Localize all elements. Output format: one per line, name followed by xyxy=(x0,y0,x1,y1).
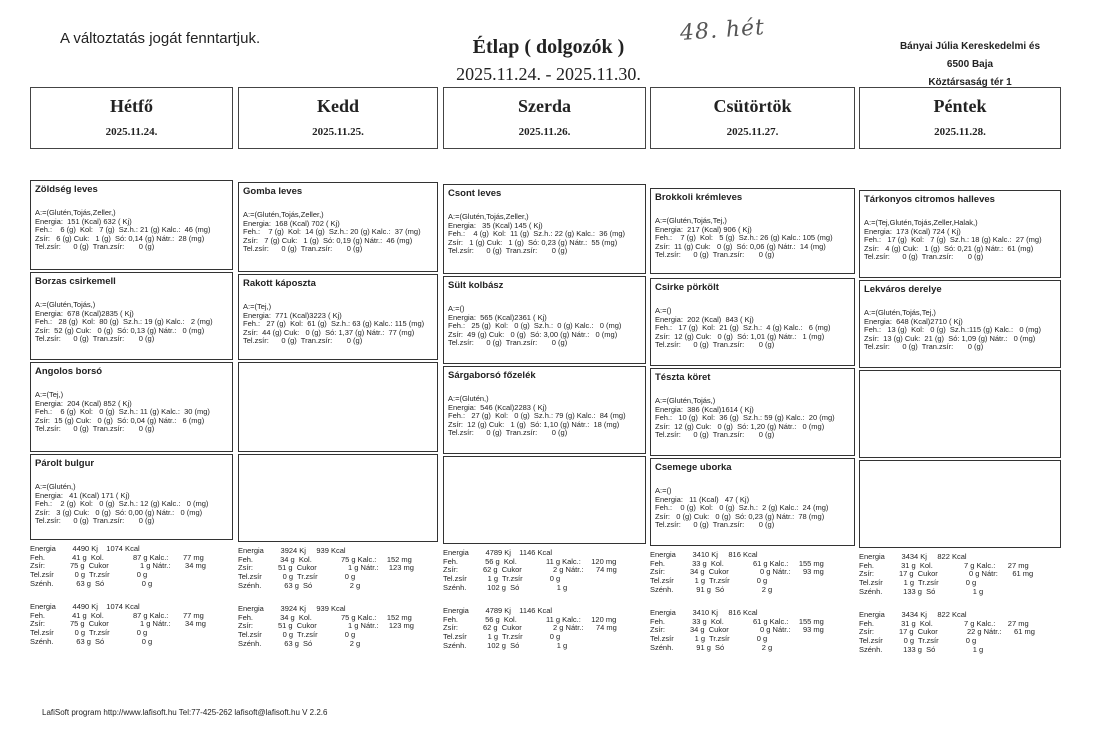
meal-allergens: A:=(Tej,Glutén,Tojás,Zeller,Halak,) xyxy=(864,218,978,227)
meal-name: Rakott káposzta xyxy=(243,278,316,289)
total-line: Energia 3924 Kj 939 Kcal xyxy=(238,604,346,613)
total-line: Szénh. 133 g Só 1 g xyxy=(859,586,984,596)
meal-name: Lekváros derelye xyxy=(864,284,942,295)
nutrition-line: Energia: 771 (Kcal)3223 ( Kj) xyxy=(243,310,342,320)
total-line: Szénh. 102 g Só 1 g xyxy=(443,640,568,650)
nutrition-line: Tel.zsír: 0 (g) Tran.zsír: 0 (g) xyxy=(243,244,363,254)
meal-name: Párolt bulgur xyxy=(35,458,95,469)
meal-allergens: A:=(Glutén,Tojás,Zeller,) xyxy=(243,210,324,219)
nutrition-line: Tel.zsír: 0 (g) Tran.zsír: 0 (g) xyxy=(448,338,568,348)
total-line: Zsír: 75 g Cukor 1 g Nátr.: 34 mg xyxy=(30,561,206,571)
meal-card xyxy=(30,180,233,270)
company-address: Köztársaság tér 1 xyxy=(928,77,1012,88)
company-name: Bányai Júlia Kereskedelmi és xyxy=(899,41,1041,52)
nutrition-line: Feh.: 27 (g) Kol: 61 (g) Sz.h.: 63 (g) Kalc.: 115 (mg) xyxy=(243,319,425,329)
total-line: Feh. 41 g Kol. 87 g Kalc.: 77 mg xyxy=(30,610,204,620)
nutrition-line: Energia: 202 (Kcal) 843 ( Kj) xyxy=(655,314,754,324)
company-city: 6500 Baja xyxy=(946,59,994,70)
nutrition-line: Zsír: 13 (g) Cuk: 21 (g) Só: 1,09 (g) Nátr.: 0 (mg) xyxy=(864,333,1036,343)
total-line: Feh. 33 g Kol. 61 g Kalc.: 155 mg xyxy=(650,558,824,568)
total-line: Energia 3434 Kj 822 Kcal xyxy=(859,610,967,619)
nutrition-line: Feh.: 27 (g) Kol: 0 (g) Sz.h.: 79 (g) Kalc.: 84 (mg) xyxy=(448,411,626,421)
total-line: Szénh. 102 g Só 1 g xyxy=(443,582,568,592)
day-name: Csütörtök xyxy=(713,96,792,116)
disclaimer-note: A változtatás jogát fenntartjuk. xyxy=(60,30,261,47)
daily-total xyxy=(238,547,438,591)
day-header-wednesday xyxy=(443,87,646,149)
meal-card xyxy=(650,458,855,546)
nutrition-line: Tel.zsír: 0 (g) Tran.zsír: 0 (g) xyxy=(448,428,568,438)
meal-allergens: A:=(Tej,) xyxy=(243,302,272,311)
nutrition-line: Tel.zsír: 0 (g) Tran.zsír: 0 (g) xyxy=(655,520,775,530)
empty-meal-slot xyxy=(238,362,438,452)
nutrition-line: Feh.: 10 (g) Kol: 36 (g) Sz.h.: 59 (g) Kalc.: 20 (mg) xyxy=(655,413,835,423)
day-name: Péntek xyxy=(933,96,987,116)
meal-name: Csemege uborka xyxy=(655,462,732,473)
total-line: Feh. 56 g Kol. 11 g Kalc.: 120 mg xyxy=(443,614,617,624)
meal-allergens: A:=(Glutén,Tojás,Zeller,) xyxy=(448,212,529,221)
nutrition-line: Tel.zsír: 0 (g) Tran.zsír: 0 (g) xyxy=(864,342,984,352)
day-date: 2025.11.24. xyxy=(105,126,158,138)
empty-meal-slot xyxy=(238,454,438,542)
nutrition-line: Zsír: 52 (g) Cuk: 0 (g) Só: 0,13 (g) Nátr.: 0 (mg) xyxy=(35,325,205,335)
nutrition-line: Energia: 151 (Kcal) 632 ( Kj) xyxy=(35,216,132,226)
nutrition-line: Energia: 173 (Kcal) 724 ( Kj) xyxy=(864,226,961,236)
total-line: Tel.zsír 0 g Tr.zsír 0 g xyxy=(238,630,356,640)
nutrition-line: Tel.zsír: 0 (g) Tran.zsír: 0 (g) xyxy=(35,242,155,252)
nutrition-line: Tel.zsír: 0 (g) Tran.zsír: 0 (g) xyxy=(35,424,155,434)
total-line: Energia 3410 Kj 816 Kcal xyxy=(650,550,758,559)
total-line: Energia 4789 Kj 1146 Kcal xyxy=(443,606,553,615)
total-line: Energia 4789 Kj 1146 Kcal xyxy=(443,548,553,557)
meal-allergens: A:=(Glutén,Tojás,Zeller,) xyxy=(35,208,116,217)
total-line: Szénh. 63 g Só 0 g xyxy=(30,578,153,588)
nutrition-line: Tel.zsír: 0 (g) Tran.zsír: 0 (g) xyxy=(35,516,155,526)
total-line: Tel.zsír 1 g Tr.zsír 0 g xyxy=(859,578,977,588)
meal-name: Angolos borsó xyxy=(35,366,103,377)
nutrition-line: Feh.: 17 (g) Kol: 21 (g) Sz.h.: 4 (g) Kalc.: 6 (mg) xyxy=(655,323,831,333)
total-line: Zsír: 62 g Cukor 2 g Nátr.: 74 mg xyxy=(443,623,617,633)
daily-total xyxy=(238,605,438,649)
meal-allergens: A:=(Glutén,Tojás,) xyxy=(35,300,96,309)
day-header-friday xyxy=(859,87,1061,149)
nutrition-line: Tel.zsír: 0 (g) Tran.zsír: 0 (g) xyxy=(35,334,155,344)
total-line: Zsír: 75 g Cukor 1 g Nátr.: 34 mg xyxy=(30,619,206,629)
nutrition-line: Tel.zsír: 0 (g) Tran.zsír: 0 (g) xyxy=(448,246,568,256)
total-line: Szénh. 91 g Só 2 g xyxy=(650,642,773,652)
total-line: Szénh. 133 g Só 1 g xyxy=(859,644,984,654)
total-line: Tel.zsír 1 g Tr.zsír 0 g xyxy=(650,634,768,644)
total-line: Szénh. 63 g Só 0 g xyxy=(30,636,153,646)
meal-card xyxy=(650,188,855,274)
empty-meal-slot xyxy=(859,370,1061,458)
total-line: Energia 4490 Kj 1074 Kcal xyxy=(30,544,140,553)
meal-name: Tészta köret xyxy=(655,372,711,383)
total-line: Zsír: 17 g Cukor 22 g Nátr.: 61 mg xyxy=(859,627,1035,637)
nutrition-line: Feh.: 28 (g) Kol: 80 (g) Sz.h.: 19 (g) Kalc.: 2 (mg) xyxy=(35,317,213,327)
nutrition-line: Energia: 11 (Kcal) 47 ( Kj) xyxy=(655,494,750,504)
meal-allergens: A:=(Glutén,) xyxy=(35,482,76,491)
total-line: Szénh. 63 g Só 2 g xyxy=(238,638,361,648)
software-footer: LafiSoft program http://www.lafisoft.hu Tel:77-425-262 lafisoft@lafisoft.hu V 2.2.6 xyxy=(42,708,328,717)
total-line: Zsír: 51 g Cukor 1 g Nátr.: 123 mg xyxy=(238,563,414,573)
meal-allergens: A:=(Glutén,Tojás,Tej,) xyxy=(655,216,727,225)
total-line: Szénh. 91 g Só 2 g xyxy=(650,584,773,594)
nutrition-line: Zsír: 0 (g) Cuk: 0 (g) Só: 0,23 (g) Nátr.: 78 (mg) xyxy=(655,511,825,521)
nutrition-line: Feh.: 6 (g) Kol: 0 (g) Sz.h.: 11 (g) Kalc.: 30 (mg) xyxy=(35,407,210,417)
daily-total xyxy=(443,549,643,593)
nutrition-line: Energia: 204 (Kcal) 852 ( Kj) xyxy=(35,398,132,408)
date-range: 2025.11.24. - 2025.11.30. xyxy=(456,64,641,84)
day-header-monday xyxy=(30,87,233,149)
nutrition-line: Energia: 168 (Kcal) 702 ( Kj) xyxy=(243,218,340,228)
total-line: Energia 3924 Kj 939 Kcal xyxy=(238,546,346,555)
meal-card xyxy=(30,362,233,452)
nutrition-line: Zsír: 7 (g) Cuk: 1 (g) Só: 0,19 (g) Nátr.: 46 (mg) xyxy=(243,235,413,245)
nutrition-line: Zsír: 4 (g) Cuk: 1 (g) Só: 0,21 (g) Nátr.: 61 (mg) xyxy=(864,243,1034,253)
total-line: Feh. 41 g Kol. 87 g Kalc.: 77 mg xyxy=(30,552,204,562)
nutrition-line: Tel.zsír: 0 (g) Tran.zsír: 0 (g) xyxy=(655,430,775,440)
nutrition-line: Zsír: 15 (g) Cuk: 0 (g) Só: 0,04 (g) Nátr.: 6 (mg) xyxy=(35,415,205,425)
meal-allergens: A:=() xyxy=(655,306,672,315)
total-line: Zsír: 34 g Cukor 0 g Nátr.: 93 mg xyxy=(650,625,824,635)
meal-name: Zöldség leves xyxy=(35,184,98,195)
nutrition-line: Feh.: 2 (g) Kol: 0 (g) Sz.h.: 12 (g) Kalc.: 0 (mg) xyxy=(35,499,209,509)
total-line: Tel.zsír 1 g Tr.zsír 0 g xyxy=(443,632,561,642)
daily-total xyxy=(30,603,230,647)
total-line: Zsír: 51 g Cukor 1 g Nátr.: 123 mg xyxy=(238,621,414,631)
total-line: Tel.zsír 0 g Tr.zsír 0 g xyxy=(30,570,148,580)
nutrition-line: Feh.: 17 (g) Kol: 7 (g) Sz.h.: 18 (g) Kalc.: 27 (mg) xyxy=(864,235,1042,245)
daily-total xyxy=(30,545,230,589)
nutrition-line: Energia: 546 (Kcal)2283 ( Kj) xyxy=(448,402,547,412)
nutrition-line: Feh.: 7 (g) Kol: 5 (g) Sz.h.: 26 (g) Kalc.: 105 (mg) xyxy=(655,233,833,243)
nutrition-line: Tel.zsír: 0 (g) Tran.zsír: 0 (g) xyxy=(655,340,775,350)
nutrition-line: Feh.: 13 (g) Kol: 0 (g) Sz.h.:115 (g) Kalc.: 0 (mg) xyxy=(864,325,1042,335)
total-line: Tel.zsír 1 g Tr.zsír 0 g xyxy=(650,576,768,586)
day-header-thursday xyxy=(650,87,855,149)
meal-card xyxy=(238,274,438,360)
meal-card xyxy=(650,368,855,456)
nutrition-line: Feh.: 6 (g) Kol: 7 (g) Sz.h.: 21 (g) Kalc.: 46 (mg) xyxy=(35,225,211,235)
total-line: Energia 4490 Kj 1074 Kcal xyxy=(30,602,140,611)
day-date: 2025.11.26. xyxy=(518,126,571,138)
day-name: Szerda xyxy=(518,96,571,116)
nutrition-line: Feh.: 7 (g) Kol: 14 (g) Sz.h.: 20 (g) Kalc.: 37 (mg) xyxy=(243,227,421,237)
meal-card xyxy=(443,366,646,454)
total-line: Feh. 31 g Kol. 7 g Kalc.: 27 mg xyxy=(859,560,1029,570)
meal-card xyxy=(238,182,438,272)
daily-total xyxy=(443,607,643,651)
nutrition-line: Energia: 565 (Kcal)2361 ( Kj) xyxy=(448,312,547,322)
page-title: Étlap ( dolgozók ) xyxy=(472,36,625,58)
nutrition-line: Zsír: 12 (g) Cuk: 1 (g) Só: 1,10 (g) Nátr.: 18 (mg) xyxy=(448,419,620,429)
daily-total xyxy=(650,609,850,653)
total-line: Szénh. 63 g Só 2 g xyxy=(238,580,361,590)
meal-allergens: A:=() xyxy=(448,304,465,313)
total-line: Tel.zsír 1 g Tr.zsír 0 g xyxy=(443,574,561,584)
nutrition-line: Feh.: 0 (g) Kol: 0 (g) Sz.h.: 2 (g) Kalc.: 24 (mg) xyxy=(655,503,829,513)
nutrition-line: Zsír: 1 (g) Cuk: 1 (g) Só: 0,23 (g) Nátr.: 55 (mg) xyxy=(448,237,618,247)
day-date: 2025.11.27. xyxy=(726,126,779,138)
meal-card xyxy=(443,184,646,274)
meal-card xyxy=(30,454,233,540)
total-line: Feh. 34 g Kol. 75 g Kalc.: 152 mg xyxy=(238,554,412,564)
nutrition-line: Zsír: 6 (g) Cuk: 1 (g) Só: 0,14 (g) Nátr.: 28 (mg) xyxy=(35,233,205,243)
nutrition-line: Energia: 41 (Kcal) 171 ( Kj) xyxy=(35,490,130,500)
nutrition-line: Feh.: 25 (g) Kol: 0 (g) Sz.h.: 0 (g) Kalc.: 0 (mg) xyxy=(448,321,622,331)
nutrition-line: Tel.zsír: 0 (g) Tran.zsír: 0 (g) xyxy=(864,252,984,262)
meal-name: Sült kolbász xyxy=(448,280,504,291)
meal-name: Sárgaborsó főzelék xyxy=(448,370,536,381)
meal-card xyxy=(859,280,1061,368)
nutrition-line: Zsír: 49 (g) Cuk: 0 (g) Só: 3,00 (g) Nátr.: 0 (mg) xyxy=(448,329,618,339)
daily-total xyxy=(859,553,1059,597)
nutrition-line: Zsír: 12 (g) Cuk: 0 (g) Só: 1,01 (g) Nátr.: 1 (mg) xyxy=(655,331,825,341)
nutrition-line: Tel.zsír: 0 (g) Tran.zsír: 0 (g) xyxy=(243,336,363,346)
nutrition-line: Zsír: 11 (g) Cuk: 0 (g) Só: 0,06 (g) Nátr.: 14 (mg) xyxy=(655,241,826,251)
meal-card xyxy=(443,276,646,364)
nutrition-line: Zsír: 3 (g) Cuk: 0 (g) Só: 0,00 (g) Nátr.: 0 (mg) xyxy=(35,507,203,517)
handwritten-week-note: 48. hét xyxy=(679,15,766,46)
meal-name: Tárkonyos citromos halleves xyxy=(864,194,995,205)
meal-allergens: A:=() xyxy=(655,486,672,495)
nutrition-line: Zsír: 12 (g) Cuk: 0 (g) Só: 1,20 (g) Nátr.: 0 (mg) xyxy=(655,421,825,431)
day-name: Hétfő xyxy=(110,96,153,116)
total-line: Tel.zsír 0 g Tr.zsír 0 g xyxy=(238,572,356,582)
day-header-tuesday xyxy=(238,87,438,149)
total-line: Feh. 56 g Kol. 11 g Kalc.: 120 mg xyxy=(443,556,617,566)
nutrition-line: Energia: 648 (Kcal)2710 ( Kj) xyxy=(864,316,963,326)
meal-allergens: A:=(Glutén,Tojás,Tej,) xyxy=(864,308,936,317)
total-line: Feh. 34 g Kol. 75 g Kalc.: 152 mg xyxy=(238,612,412,622)
day-date: 2025.11.25. xyxy=(312,126,364,138)
total-line: Zsír: 62 g Cukor 2 g Nátr.: 74 mg xyxy=(443,565,617,575)
company-info xyxy=(880,38,1060,92)
empty-meal-slot xyxy=(859,460,1061,548)
nutrition-line: Energia: 678 (Kcal)2835 ( Kj) xyxy=(35,308,134,318)
meal-allergens: A:=(Glutén,Tojás,) xyxy=(655,396,716,405)
day-name: Kedd xyxy=(316,96,359,116)
meal-name: Brokkoli krémleves xyxy=(655,192,743,203)
total-line: Zsír: 34 g Cukor 0 g Nátr.: 93 mg xyxy=(650,567,824,577)
nutrition-line: Tel.zsír: 0 (g) Tran.zsír: 0 (g) xyxy=(655,250,775,260)
meal-card xyxy=(859,190,1061,278)
total-line: Feh. 31 g Kol. 7 g Kalc.: 27 mg xyxy=(859,618,1029,628)
meal-allergens: A:=(Glutén,) xyxy=(448,394,489,403)
total-line: Tel.zsír 0 g Tr.zsír 0 g xyxy=(30,628,148,638)
total-line: Energia 3434 Kj 822 Kcal xyxy=(859,552,967,561)
nutrition-line: Zsír: 44 (g) Cuk: 0 (g) Só: 1,37 (g) Nátr.: 77 (mg) xyxy=(243,327,415,337)
daily-total xyxy=(859,611,1059,655)
nutrition-line: Energia: 217 (Kcal) 906 ( Kj) xyxy=(655,224,752,234)
empty-meal-slot xyxy=(443,456,646,544)
meal-card xyxy=(650,278,855,366)
meal-name: Borzas csirkemell xyxy=(35,276,116,287)
daily-total xyxy=(650,551,850,595)
nutrition-line: Energia: 386 (Kcal)1614 ( Kj) xyxy=(655,404,754,414)
meal-allergens: A:=(Tej,) xyxy=(35,390,64,399)
meal-card xyxy=(30,272,233,360)
meal-name: Gomba leves xyxy=(243,186,303,197)
total-line: Energia 3410 Kj 816 Kcal xyxy=(650,608,758,617)
total-line: Tel.zsír 0 g Tr.zsír 0 g xyxy=(859,636,977,646)
meal-name: Csont leves xyxy=(448,188,502,199)
total-line: Feh. 33 g Kol. 61 g Kalc.: 155 mg xyxy=(650,616,824,626)
meal-name: Csirke pörkölt xyxy=(655,282,719,293)
nutrition-line: Energia: 35 (Kcal) 145 ( Kj) xyxy=(448,220,543,230)
total-line: Zsír: 17 g Cukor 0 g Nátr: 61 mg xyxy=(859,569,1034,579)
nutrition-line: Feh.: 4 (g) Kol: 11 (g) Sz.h.: 22 (g) Kalc.: 36 (mg) xyxy=(448,229,626,239)
day-date: 2025.11.28. xyxy=(934,126,986,138)
